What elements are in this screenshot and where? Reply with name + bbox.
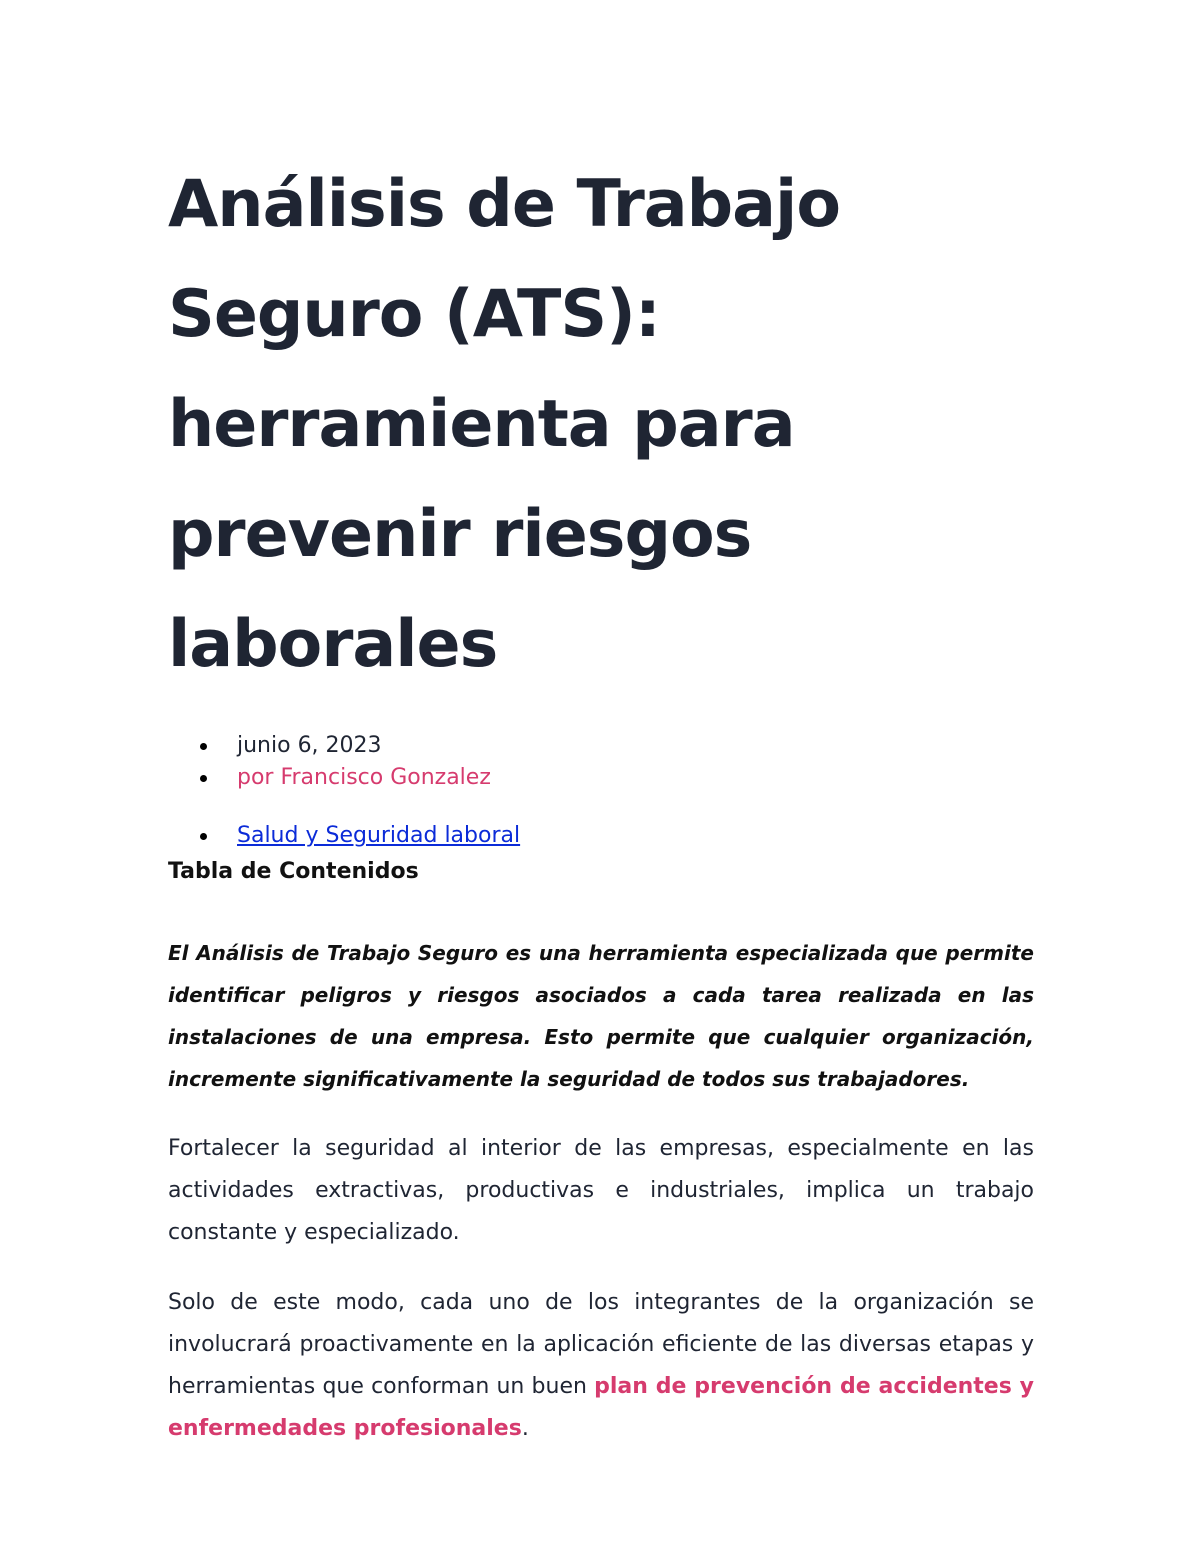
bullet-icon: [200, 775, 207, 782]
post-author[interactable]: por Francisco Gonzalez: [237, 765, 491, 790]
body-paragraph: [168, 1282, 1034, 1450]
paragraph-text: Solo de este modo, cada uno de los integrantes de la organización se involucrará proactivamente en la aplicación eficiente de las diversas etapas y herramientas que conforman un buen: [168, 1290, 1034, 1399]
intro-paragraph: El Análisis de Trabajo Seguro es una herramienta especializada que permite identificar peligros y riesgos asociados a cada tarea realizada en las instalaciones de una empresa. Esto permite que cualquier organización, incremente significativamente la seguridad de todos sus trabajadores.: [168, 941, 1034, 1091]
table-of-contents-heading[interactable]: Tabla de Contenidos: [168, 859, 419, 884]
article: [168, 150, 1034, 1450]
body-paragraph: Fortalecer la seguridad al interior de las empresas, especialmente en las actividades extractivas, productivas e industriales, implica un trabajo constante y especializado.: [168, 1136, 1034, 1245]
title-line: Análisis de Trabajo: [168, 167, 840, 242]
post-date-item: [168, 730, 1034, 762]
post-meta: [168, 730, 1034, 794]
title-line: prevenir riesgos: [168, 497, 752, 572]
post-author-item: [168, 762, 1034, 794]
prevention-plan-link[interactable]: plan de prevención de accidentes y enfermedades profesionales: [168, 1374, 1034, 1441]
article-title: [168, 150, 1034, 700]
title-line: herramienta para: [168, 387, 795, 462]
bullet-icon: [200, 743, 207, 750]
title-line: laborales: [168, 607, 498, 682]
post-date: junio 6, 2023: [237, 733, 382, 758]
category-item: [168, 820, 1034, 852]
post-categories: [168, 820, 1034, 852]
bullet-icon: [200, 833, 207, 840]
paragraph-end: .: [521, 1416, 529, 1441]
category-link[interactable]: Salud y Seguridad laboral: [237, 823, 521, 848]
title-line: Seguro (ATS):: [168, 277, 660, 352]
